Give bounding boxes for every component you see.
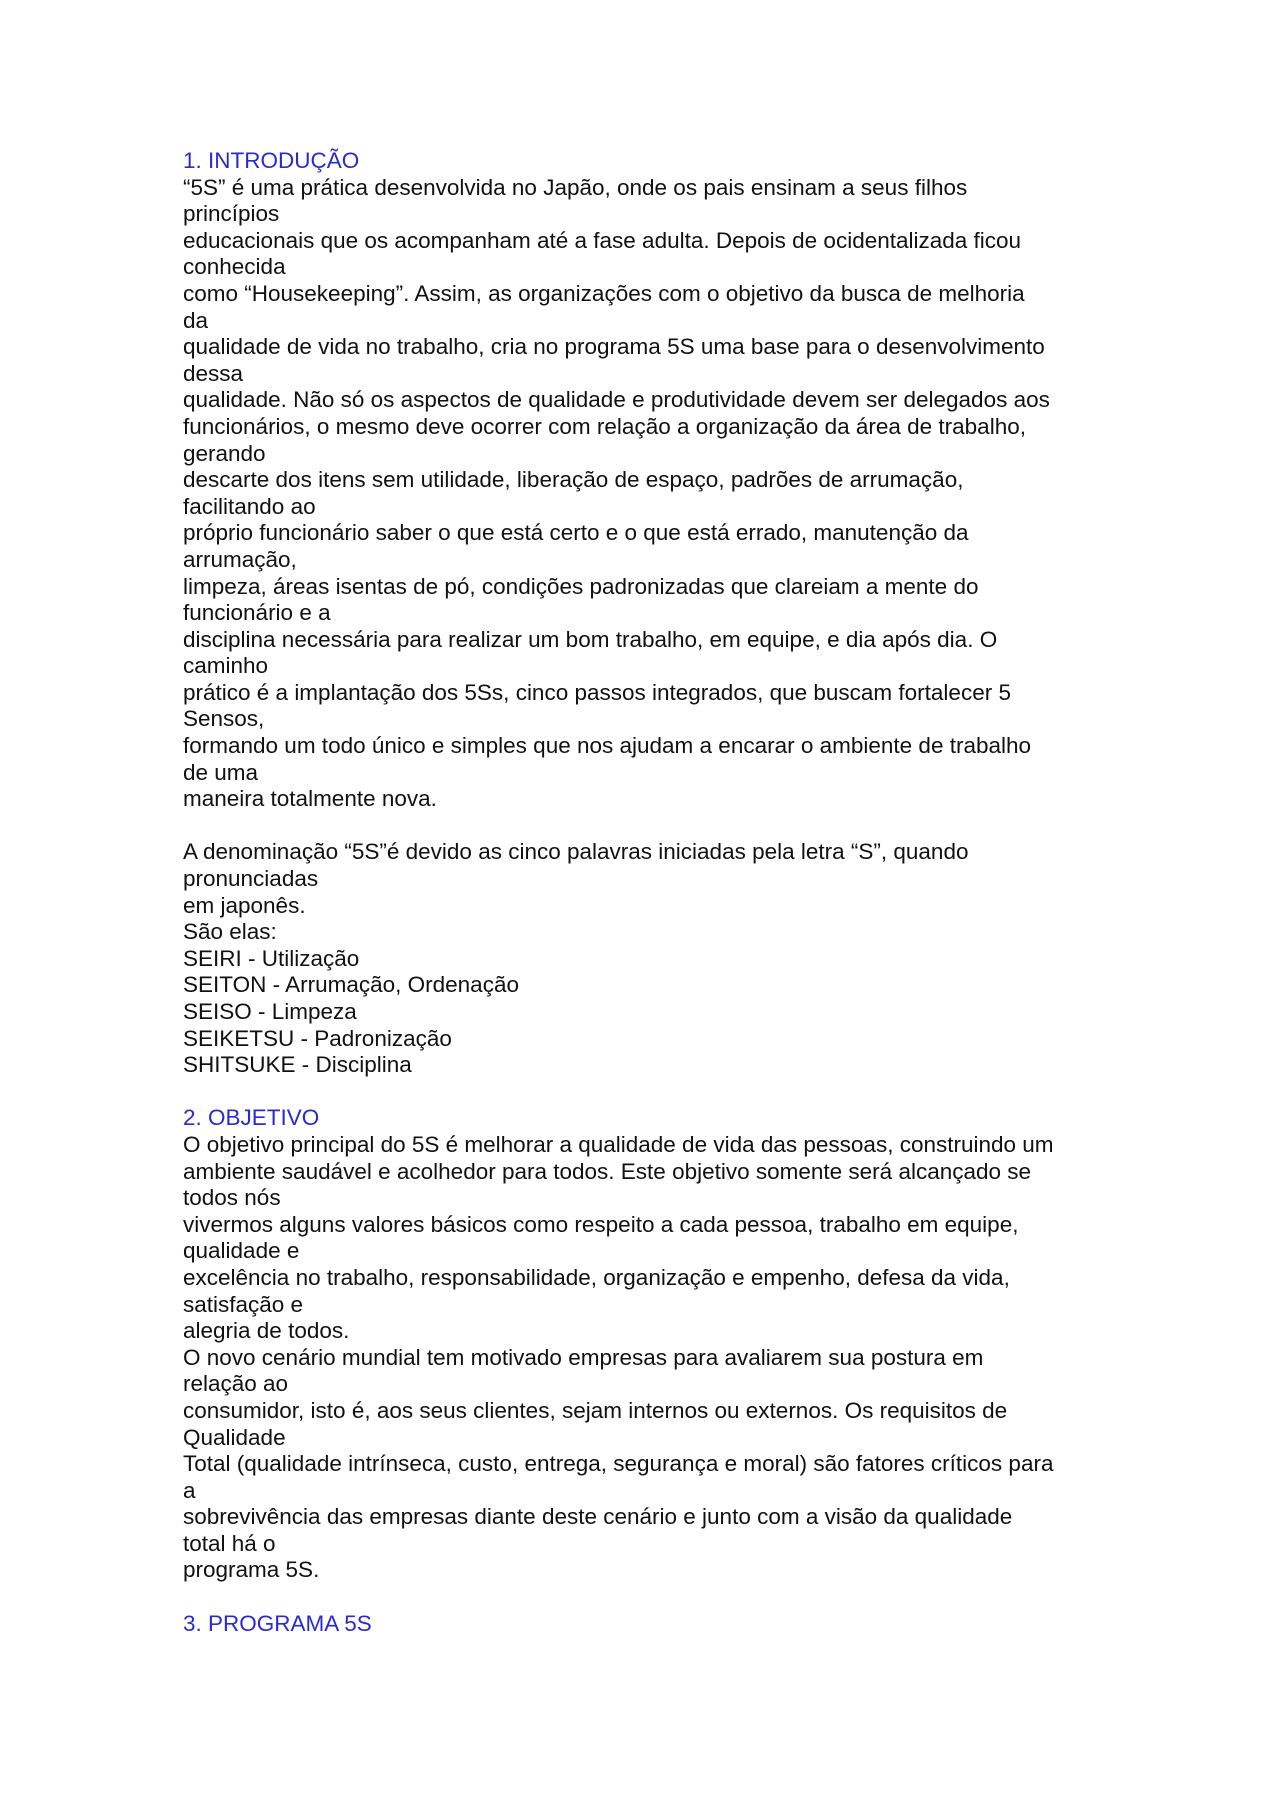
- section-body-objetivo: [183, 1132, 1123, 1584]
- senses-list: [183, 946, 1123, 1079]
- text-line: ambiente saudável e acolhedor para todos. Este objetivo somente será alcançado se: [183, 1158, 1032, 1184]
- text-line: alegria de todos.: [183, 1318, 350, 1344]
- text-line: sobrevivência das empresas diante deste cenário e junto com a visão da qualidade: [183, 1504, 1013, 1530]
- paragraph-spacer: [183, 1584, 1123, 1611]
- text-line: O novo cenário mundial tem motivado empresas para avaliarem sua postura em: [183, 1344, 984, 1370]
- text-line: relação ao: [183, 1371, 289, 1397]
- text-line: A denominação “5S”é devido as cinco palavras iniciadas pela letra “S”, quando: [183, 839, 969, 865]
- text-line: Qualidade: [183, 1424, 286, 1450]
- list-item: SEITON - Arrumação, Ordenação: [183, 972, 519, 998]
- text-line: facilitando ao: [183, 493, 316, 519]
- text-line: qualidade. Não só os aspectos de qualidade e produtividade devem ser delegados aos: [183, 387, 1050, 413]
- text-line: descarte dos itens sem utilidade, liberação de espaço, padrões de arrumação,: [183, 467, 964, 493]
- text-line: “5S” é uma prática desenvolvida no Japão, onde os pais ensinam a seus filhos: [183, 174, 968, 200]
- text-line: qualidade e: [183, 1238, 300, 1264]
- text-line: a: [183, 1477, 196, 1503]
- denomination-paragraph: [183, 839, 1123, 945]
- list-item: SEIRI - Utilização: [183, 945, 360, 971]
- text-line: caminho: [183, 653, 269, 679]
- text-line: formando um todo único e simples que nos ajudam a encarar o ambiente de trabalho: [183, 733, 1032, 759]
- section-heading-objetivo: 2. OBJETIVO: [183, 1105, 320, 1131]
- paragraph-spacer: [183, 813, 1123, 840]
- text-line: O objetivo principal do 5S é melhorar a qualidade de vida das pessoas, construindo um: [183, 1131, 1054, 1157]
- list-item: SEISO - Limpeza: [183, 999, 357, 1024]
- text-line: maneira totalmente nova.: [183, 786, 437, 812]
- text-line: qualidade de vida no trabalho, cria no programa 5S uma base para o desenvolvimento: [183, 334, 1045, 360]
- text-line: total há o: [183, 1530, 276, 1556]
- section-body-introducao: [183, 175, 1123, 813]
- text-line: pronunciadas: [183, 866, 319, 892]
- list-item: SEIKETSU - Padronização: [183, 1025, 452, 1051]
- text-line: prático é a implantação dos 5Ss, cinco passos integrados, que buscam fortalecer 5: [183, 679, 1011, 705]
- text-line: da: [183, 307, 209, 333]
- text-line: de uma: [183, 759, 259, 785]
- text-line: satisfação e: [183, 1291, 304, 1317]
- text-line: gerando: [183, 440, 266, 466]
- text-line: disciplina necessária para realizar um bom trabalho, em equipe, e dia após dia. O: [183, 626, 998, 652]
- text-line: em japonês.: [183, 892, 306, 918]
- text-line: como “Housekeeping”. Assim, as organizações com o objetivo da busca de melhoria: [183, 280, 1025, 306]
- text-line: funcionários, o mesmo deve ocorrer com relação a organização da área de trabalho,: [183, 413, 1026, 439]
- text-line: programa 5S.: [183, 1557, 320, 1583]
- text-line: limpeza, áreas isentas de pó, condições padronizadas que clareiam a mente do: [183, 573, 979, 599]
- text-line: consumidor, isto é, aos seus clientes, sejam internos ou externos. Os requisitos de: [183, 1397, 1008, 1423]
- text-line: princípios: [183, 201, 280, 227]
- text-line: educacionais que os acompanham até a fase adulta. Depois de ocidentalizada ficou: [183, 227, 1022, 253]
- text-line: funcionário e a: [183, 600, 331, 626]
- section-heading-introducao: 1. INTRODUÇÃO: [183, 148, 360, 173]
- text-line: conhecida: [183, 254, 286, 280]
- text-line: arrumação,: [183, 546, 297, 572]
- paragraph-spacer: [183, 1079, 1123, 1106]
- text-line: vivermos alguns valores básicos como respeito a cada pessoa, trabalho em equipe,: [183, 1211, 1019, 1237]
- document-page: [183, 148, 1123, 1637]
- section-heading-programa-5s: 3. PROGRAMA 5S: [183, 1610, 372, 1636]
- text-line: São elas:: [183, 919, 277, 945]
- text-line: excelência no trabalho, responsabilidade, organização e empenho, defesa da vida,: [183, 1264, 1010, 1290]
- text-line: Total (qualidade intrínseca, custo, entrega, segurança e moral) são fatores críticos para: [183, 1451, 1054, 1477]
- text-line: dessa: [183, 360, 244, 386]
- text-line: Sensos,: [183, 706, 265, 732]
- list-item: SHITSUKE - Disciplina: [183, 1052, 412, 1078]
- text-line: próprio funcionário saber o que está certo e o que está errado, manutenção da: [183, 520, 969, 546]
- text-line: todos nós: [183, 1185, 281, 1211]
